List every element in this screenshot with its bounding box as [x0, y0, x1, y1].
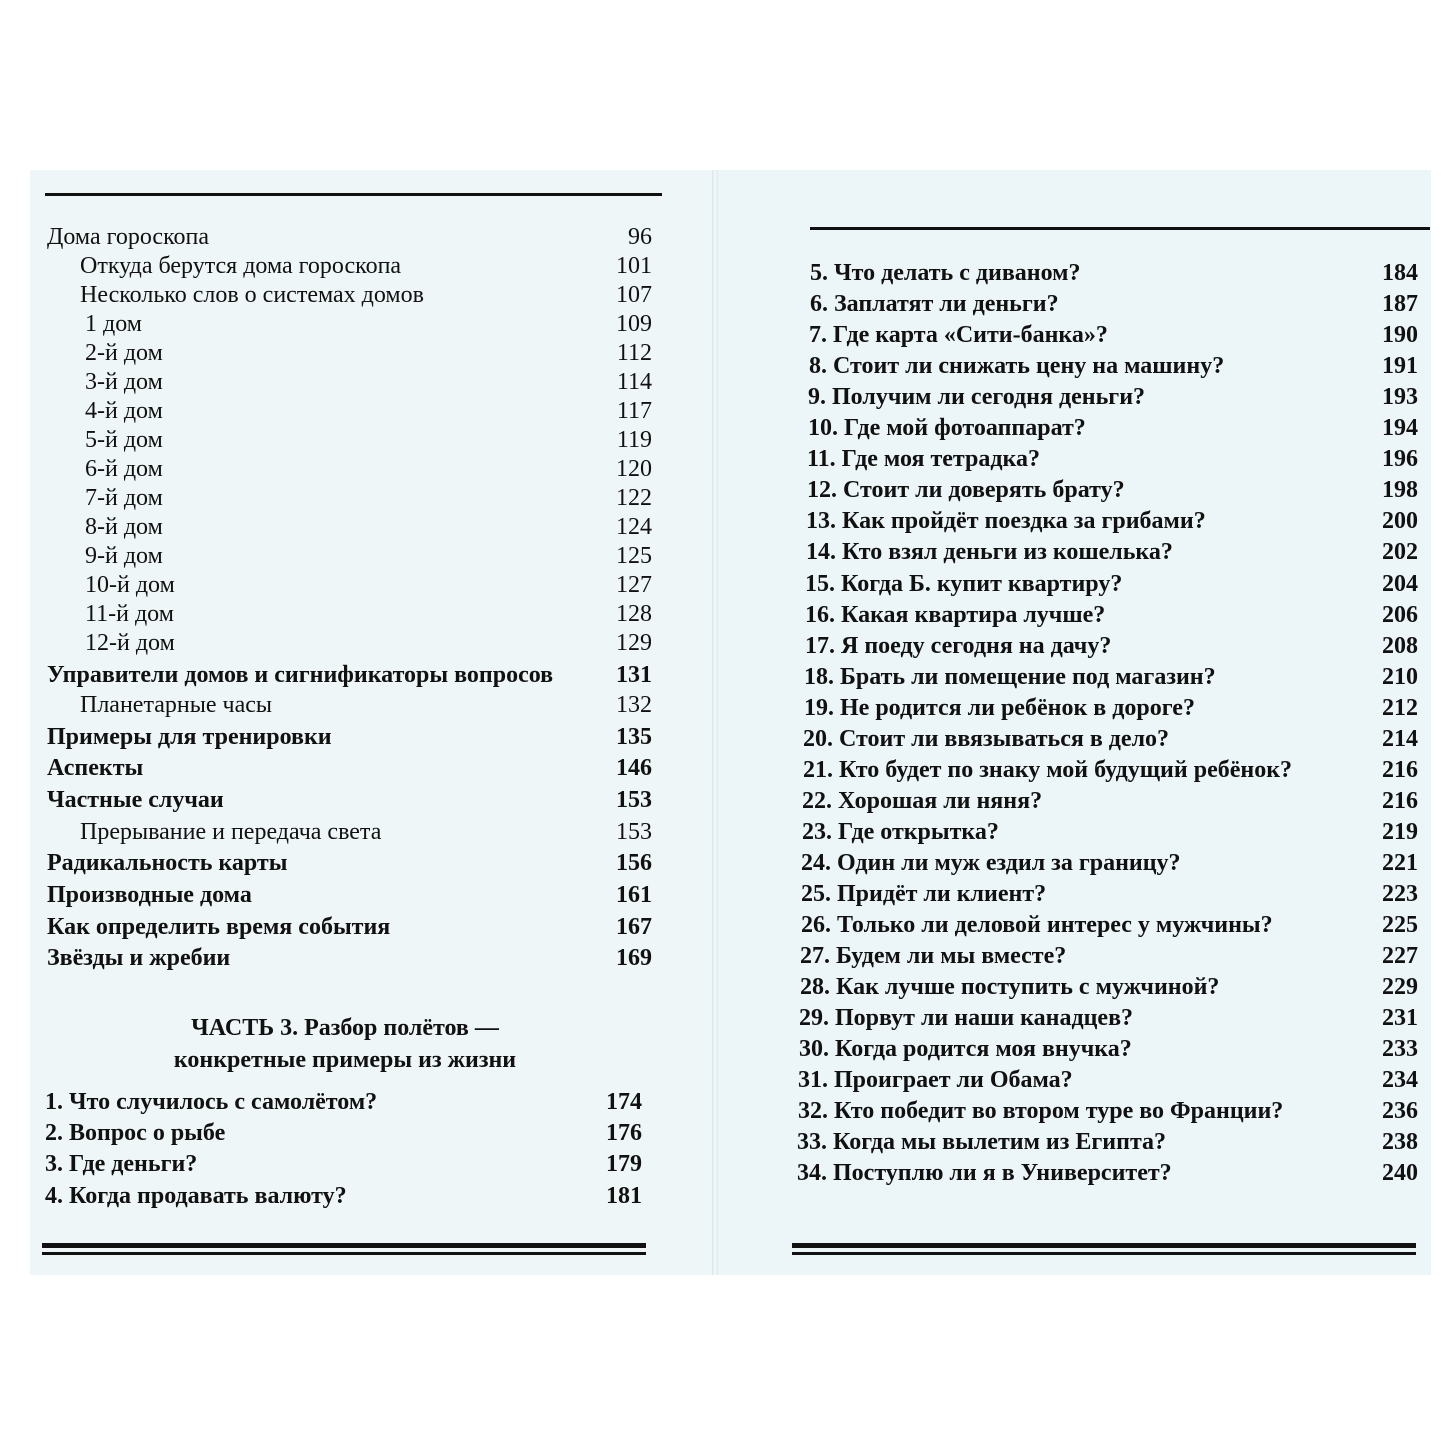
- toc-entry-page-number: 120: [616, 456, 652, 482]
- toc-entry-title: 20. Стоит ли ввязываться в дело?: [803, 725, 1170, 752]
- left-bottom-rule: [42, 1243, 646, 1255]
- toc-entry-page-number: 191: [1382, 353, 1418, 380]
- toc-entry: [47, 599, 652, 629]
- toc-entry-page-number: 196: [1382, 446, 1418, 473]
- toc-entry: [47, 396, 652, 426]
- toc-entry: [801, 848, 1418, 878]
- toc-entry: [47, 251, 652, 281]
- toc-entry: [45, 1181, 642, 1211]
- toc-entry-title: 2. Вопрос о рыбе: [45, 1120, 226, 1146]
- toc-entry-title: 4. Когда продавать валюту?: [45, 1183, 347, 1209]
- toc-entry: [45, 1149, 642, 1179]
- toc-entry-page-number: 161: [616, 882, 652, 908]
- toc-entry: [807, 444, 1418, 474]
- toc-entry-title: 17. Я поеду сегодня на дачу?: [805, 632, 1112, 659]
- toc-entry-page-number: 219: [1382, 818, 1418, 845]
- toc-entry-page-number: 223: [1382, 881, 1418, 907]
- toc-entry-page-number: 167: [616, 914, 652, 940]
- toc-entry: [47, 943, 652, 973]
- toc-entry-title: 16. Какая квартира лучше?: [805, 601, 1106, 628]
- toc-entry-page-number: 112: [616, 340, 652, 366]
- right-top-rule: [810, 227, 1430, 230]
- toc-entry: [800, 972, 1418, 1002]
- toc-entry: [47, 280, 652, 310]
- toc-entry: [47, 222, 652, 252]
- toc-entry: [47, 483, 652, 513]
- toc-entry-page-number: 153: [616, 787, 652, 813]
- toc-entry-page-number: 221: [1382, 849, 1418, 876]
- toc-entry-page-number: 179: [606, 1151, 642, 1177]
- toc-entry: [47, 785, 652, 815]
- toc-entry: [47, 454, 652, 484]
- toc-entry-title: Планетарные часы: [80, 692, 273, 718]
- toc-entry-title: 27. Будем ли мы вместе?: [800, 943, 1067, 970]
- toc-entry-page-number: 129: [616, 630, 652, 656]
- toc-entry-page-number: 225: [1382, 912, 1418, 939]
- toc-entry-title: 1 дом: [85, 311, 142, 337]
- toc-entry-title: 29. Порвут ли наши канадцев?: [799, 1005, 1134, 1032]
- toc-entry: [805, 600, 1418, 630]
- toc-entry: [805, 631, 1418, 661]
- toc-entry-page-number: 216: [1382, 756, 1418, 783]
- toc-entry: [809, 351, 1418, 381]
- toc-entry-title: Управители домов и сигнификаторы вопросов: [47, 662, 554, 688]
- toc-entry: [804, 662, 1418, 692]
- toc-entry-page-number: 169: [616, 945, 652, 971]
- toc-entry: [47, 660, 652, 690]
- toc-entry-page-number: 240: [1382, 1160, 1418, 1187]
- toc-entry: [45, 1118, 642, 1148]
- toc-entry-page-number: 122: [616, 485, 652, 511]
- toc-entry-title: 28. Как лучше поступить с мужчиной?: [800, 974, 1220, 1001]
- toc-entry-title: 14. Кто взял деньги из кошелька?: [806, 539, 1173, 566]
- toc-entry-page-number: 127: [616, 572, 652, 598]
- toc-entry: [803, 724, 1418, 754]
- toc-entry: [803, 755, 1418, 785]
- toc-entry: [47, 309, 652, 339]
- toc-entry: [47, 753, 652, 783]
- toc-entry-title: 12. Стоит ли доверять брату?: [807, 477, 1125, 504]
- toc-entry-title: 5. Что делать с диваном?: [810, 260, 1081, 286]
- toc-entry-page-number: 208: [1382, 632, 1418, 659]
- toc-entry-title: 25. Придёт ли клиент?: [801, 881, 1047, 907]
- toc-entry: [807, 475, 1418, 505]
- toc-entry-title: 26. Только ли деловой интерес у мужчины?: [801, 912, 1273, 939]
- toc-entry-page-number: 131: [616, 662, 652, 688]
- toc-entry-page-number: 174: [606, 1089, 642, 1115]
- toc-entry: [805, 569, 1418, 599]
- toc-entry: [47, 628, 652, 658]
- toc-entry-title: 11-й дом: [85, 601, 174, 627]
- book-gutter: [712, 170, 718, 1275]
- toc-entry-page-number: 194: [1382, 415, 1418, 442]
- toc-entry-title: Радикальность карты: [47, 850, 288, 876]
- toc-entry: [45, 1087, 642, 1117]
- toc-entry: [47, 367, 652, 397]
- toc-entry-page-number: 210: [1382, 663, 1418, 690]
- toc-entry-title: 4-й дом: [85, 398, 163, 424]
- toc-entry: [47, 338, 652, 368]
- toc-entry: [810, 258, 1418, 288]
- toc-entry: [808, 413, 1418, 443]
- toc-entry-title: 8-й дом: [85, 514, 163, 540]
- toc-entry-title: 10. Где мой фотоаппарат?: [808, 415, 1086, 442]
- toc-entry-page-number: 107: [616, 282, 652, 308]
- toc-entry: [47, 912, 652, 942]
- toc-entry: [47, 848, 652, 878]
- toc-entry: [800, 941, 1418, 971]
- toc-entry-title: Звёзды и жребии: [47, 945, 231, 971]
- toc-entry-page-number: 216: [1382, 787, 1418, 814]
- toc-entry-title: 1. Что случилось с самолётом?: [45, 1089, 378, 1115]
- toc-entry-title: Аспекты: [47, 755, 144, 781]
- toc-entry: [47, 512, 652, 542]
- toc-entry-page-number: 214: [1382, 725, 1418, 752]
- toc-entry-title: 9. Получим ли сегодня деньги?: [808, 384, 1146, 411]
- toc-entry: [802, 817, 1418, 847]
- toc-entry-title: Примеры для тренировки: [47, 724, 332, 750]
- toc-entry-page-number: 200: [1382, 508, 1418, 535]
- toc-entry-title: 30. Когда родится моя внучка?: [799, 1036, 1132, 1063]
- right-bottom-rule: [792, 1243, 1416, 1255]
- toc-entry: [804, 693, 1418, 723]
- toc-entry-page-number: 146: [616, 755, 652, 781]
- toc-entry-page-number: 234: [1382, 1067, 1418, 1094]
- toc-entry-title: 7. Где карта «Сити-банка»?: [809, 322, 1108, 349]
- toc-entry-title: Производные дома: [47, 882, 252, 908]
- toc-entry-title: 31. Проиграет ли Обама?: [798, 1067, 1073, 1094]
- toc-entry: [47, 570, 652, 600]
- toc-entry-page-number: 119: [616, 427, 652, 453]
- toc-entry-page-number: 187: [1382, 291, 1418, 318]
- toc-entry: [806, 537, 1418, 567]
- toc-entry-page-number: 128: [616, 601, 652, 627]
- toc-entry-title: Прерывание и передача света: [80, 819, 382, 845]
- toc-entry-title: 6-й дом: [85, 456, 163, 482]
- toc-entry-title: 9-й дом: [85, 543, 163, 569]
- toc-entry: [806, 506, 1418, 536]
- toc-entry-title: 13. Как пройдёт поездка за грибами?: [806, 508, 1206, 535]
- toc-entry-title: 3-й дом: [85, 369, 163, 395]
- toc-entry-page-number: 212: [1382, 694, 1418, 721]
- toc-entry: [797, 1158, 1418, 1188]
- toc-entry-title: 12-й дом: [85, 630, 175, 656]
- toc-entry: [47, 690, 652, 720]
- toc-entry-title: 15. Когда Б. купит квартиру?: [805, 570, 1123, 597]
- toc-entry: [798, 1065, 1418, 1095]
- toc-entry-page-number: 202: [1382, 539, 1418, 566]
- toc-entry-title: 2-й дом: [85, 340, 163, 366]
- toc-entry-page-number: 153: [616, 819, 652, 845]
- toc-entry-page-number: 233: [1382, 1036, 1418, 1063]
- toc-entry: [799, 1034, 1418, 1064]
- toc-entry-title: 18. Брать ли помещение под магазин?: [804, 663, 1216, 690]
- toc-entry: [808, 382, 1418, 412]
- toc-entry-title: 24. Один ли муж ездил за границу?: [801, 849, 1181, 876]
- toc-entry: [801, 910, 1418, 940]
- toc-entry-page-number: 193: [1382, 384, 1418, 411]
- toc-entry: [47, 880, 652, 910]
- toc-entry-page-number: 236: [1382, 1098, 1418, 1125]
- toc-entry-page-number: 109: [616, 311, 652, 337]
- toc-entry: [47, 541, 652, 571]
- toc-entry-title: 10-й дом: [85, 572, 175, 598]
- toc-entry-page-number: 114: [616, 369, 652, 395]
- toc-entry: [47, 722, 652, 752]
- toc-entry-title: 19. Не родится ли ребёнок в дороге?: [804, 694, 1195, 721]
- toc-entry: [799, 1003, 1418, 1033]
- toc-entry-page-number: 125: [616, 543, 652, 569]
- toc-entry: [47, 817, 652, 847]
- toc-entry-page-number: 181: [606, 1183, 642, 1209]
- toc-entry-title: Откуда берутся дома гороскопа: [80, 253, 402, 279]
- toc-entry-title: 21. Кто будет по знаку мой будущий ребёнок?: [803, 756, 1293, 783]
- toc-entry-title: 23. Где открытка?: [802, 818, 999, 845]
- toc-entry-title: 7-й дом: [85, 485, 163, 511]
- toc-entry-page-number: 135: [616, 724, 652, 750]
- part-3-heading-line2: конкретные примеры из жизни: [173, 1047, 517, 1073]
- toc-entry-page-number: 156: [616, 850, 652, 876]
- toc-entry-page-number: 176: [606, 1120, 642, 1146]
- toc-entry-page-number: 229: [1382, 974, 1418, 1001]
- toc-entry: [798, 1096, 1418, 1126]
- toc-entry-title: 22. Хорошая ли няня?: [802, 787, 1043, 814]
- toc-entry-page-number: 190: [1382, 322, 1418, 349]
- toc-entry: [801, 879, 1418, 909]
- toc-entry-title: 11. Где моя тетрадка?: [807, 446, 1040, 473]
- toc-entry-page-number: 227: [1382, 943, 1418, 970]
- toc-entry: [802, 786, 1418, 816]
- toc-entry-title: Несколько слов о системах домов: [80, 282, 424, 308]
- toc-entry-page-number: 124: [616, 514, 652, 540]
- toc-entry-page-number: 238: [1382, 1129, 1418, 1156]
- toc-entry-title: 32. Кто победит во втором туре во Франции?: [798, 1098, 1284, 1125]
- toc-entry-title: 8. Стоит ли снижать цену на машину?: [809, 353, 1225, 380]
- toc-entry-page-number: 117: [616, 398, 652, 424]
- toc-entry-title: 6. Заплатят ли деньги?: [810, 291, 1059, 318]
- toc-entry-page-number: 204: [1382, 570, 1418, 597]
- toc-entry: [809, 320, 1418, 350]
- toc-entry-title: 33. Когда мы вылетим из Египта?: [797, 1129, 1167, 1156]
- toc-entry-page-number: 231: [1382, 1005, 1418, 1032]
- toc-entry: [797, 1127, 1418, 1157]
- toc-entry-page-number: 96: [628, 224, 652, 250]
- toc-entry-title: Частные случаи: [47, 787, 224, 813]
- toc-entry-page-number: 132: [616, 692, 652, 718]
- toc-entry-page-number: 184: [1382, 260, 1418, 286]
- left-top-rule: [45, 193, 662, 196]
- toc-entry-page-number: 198: [1382, 477, 1418, 504]
- toc-entry-title: 5-й дом: [85, 427, 163, 453]
- toc-entry: [810, 289, 1418, 319]
- toc-entry-title: Дома гороскопа: [47, 224, 210, 250]
- toc-entry-title: 34. Поступлю ли я в Университет?: [797, 1160, 1172, 1187]
- part-3-heading-line1: ЧАСТЬ 3. Разбор полётов —: [191, 1015, 499, 1041]
- toc-entry-page-number: 101: [616, 253, 652, 279]
- toc-entry-title: Как определить время события: [47, 914, 391, 940]
- toc-entry-title: 3. Где деньги?: [45, 1151, 198, 1177]
- toc-entry: [47, 425, 652, 455]
- toc-entry-page-number: 206: [1382, 601, 1418, 628]
